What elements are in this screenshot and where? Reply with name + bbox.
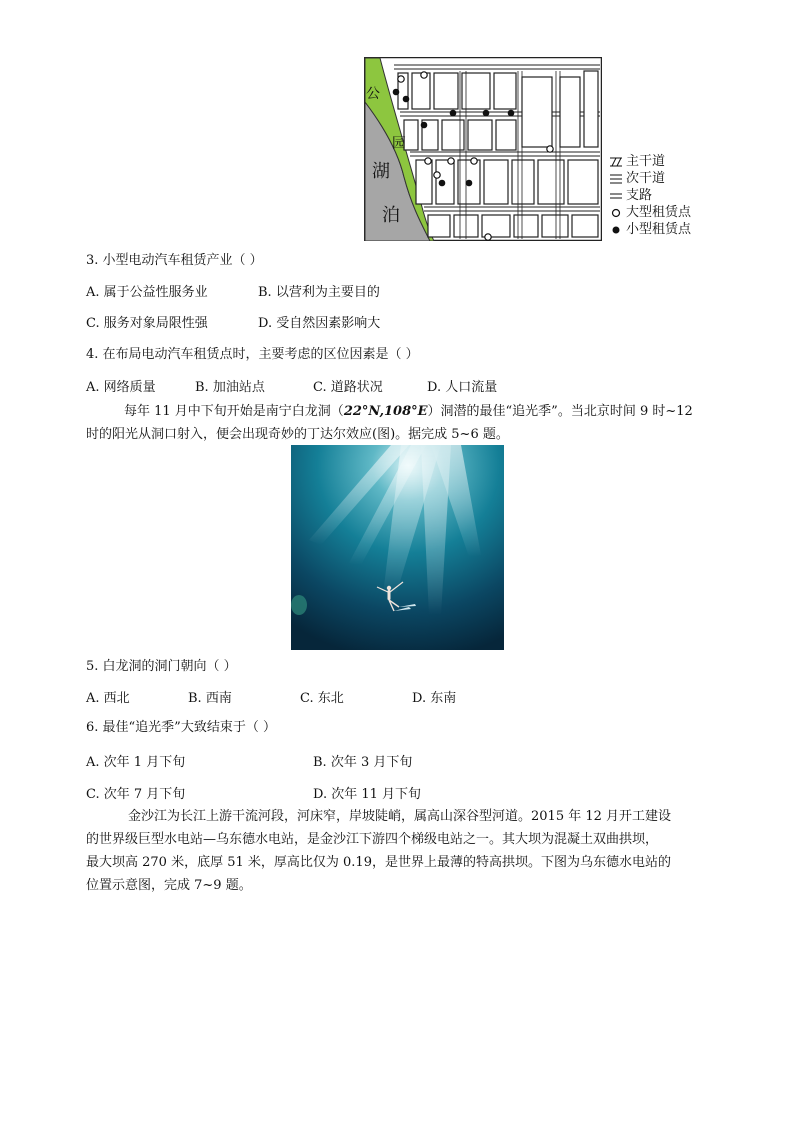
question-3-option-a: A. 属于公益性服务业 bbox=[86, 285, 208, 300]
passage-2-line-3: 最大坝高 270 米，底厚 51 米，厚高比仅为 0.19，是世界上最薄的特高拱坝。下图为乌东德水电站的 bbox=[86, 855, 671, 870]
legend-item-large-rental bbox=[609, 204, 691, 221]
passage-2-line-1: 金沙江为长江上游干流河段，河床窄，岸坡陡峭，属高山深谷型河道。2015 年 12 月开工建设 bbox=[128, 809, 672, 824]
question-6-option-b: B. 次年 3 月下旬 bbox=[313, 755, 413, 770]
question-5-option-a: A. 西北 bbox=[86, 691, 130, 706]
legend-label: 主干道 bbox=[626, 154, 666, 169]
passage-1-line-1 bbox=[124, 400, 693, 423]
main-road-icon bbox=[609, 156, 623, 168]
passage-text: 每年 11 月中下旬开始是南宁白龙洞（ bbox=[124, 404, 344, 419]
question-6-option-a: A. 次年 1 月下旬 bbox=[86, 755, 186, 770]
legend-item-main-road bbox=[609, 153, 691, 170]
cave-tyndall-photo bbox=[291, 445, 504, 650]
question-4-option-a: A. 网络质量 bbox=[86, 380, 156, 395]
legend-item-small-rental bbox=[609, 221, 691, 238]
filled-circle-icon bbox=[609, 224, 623, 236]
passage-1-line-2: 时的阳光从洞口射入，便会出现奇妙的丁达尔效应(图)。据完成 5~6 题。 bbox=[86, 427, 509, 442]
legend-label: 小型租赁点 bbox=[626, 222, 692, 237]
legend-label: 大型租赁点 bbox=[626, 205, 692, 220]
legend-label: 支路 bbox=[626, 188, 653, 203]
question-5-option-d: D. 东南 bbox=[412, 691, 457, 706]
park-label-2: 园 bbox=[392, 136, 406, 152]
open-circle-icon bbox=[609, 207, 623, 219]
secondary-road-icon bbox=[609, 173, 623, 185]
cave-tyndall-graphic bbox=[291, 445, 504, 650]
lake-label-1: 湖 bbox=[372, 161, 390, 182]
lake-label-2: 泊 bbox=[382, 205, 400, 226]
question-6-option-d: D. 次年 11 月下旬 bbox=[313, 787, 422, 802]
question-4-option-d: D. 人口流量 bbox=[427, 380, 498, 395]
question-4-option-b: B. 加油站点 bbox=[195, 380, 265, 395]
legend-item-branch-road bbox=[609, 187, 691, 204]
question-4-stem: 4. 在布局电动汽车租赁点时，主要考虑的区位因素是（ ） bbox=[86, 347, 419, 362]
map-legend bbox=[609, 153, 691, 238]
question-3-option-c: C. 服务对象局限性强 bbox=[86, 316, 208, 331]
question-6-option-c: C. 次年 7 月下旬 bbox=[86, 787, 186, 802]
passage-2-line-2: 的世界级巨型水电站—乌东德水电站，是金沙江下游四个梯级电站之一。其大坝为混凝土双曲拱坝， bbox=[86, 832, 659, 847]
question-3-option-b: B. 以营利为主要目的 bbox=[258, 285, 380, 300]
question-3-option-d: D. 受自然因素影响大 bbox=[258, 316, 381, 331]
question-6-stem: 6. 最佳“追光季”大致结束于（ ） bbox=[86, 720, 276, 735]
legend-item-secondary-road bbox=[609, 170, 691, 187]
passage-2-line-4: 位置示意图，完成 7~9 题。 bbox=[86, 878, 252, 893]
question-5-option-c: C. 东北 bbox=[300, 691, 344, 706]
rental-map bbox=[364, 57, 602, 241]
passage-text: ）洞潜的最佳“追光季”。当北京时间 9 时~12 bbox=[427, 404, 693, 419]
question-5-option-b: B. 西南 bbox=[188, 691, 232, 706]
park-label-1: 公 bbox=[366, 86, 380, 102]
legend-label: 次干道 bbox=[626, 171, 666, 186]
branch-road-icon bbox=[609, 190, 623, 202]
coordinates: 22°N,108°E bbox=[343, 404, 428, 419]
question-4-option-c: C. 道路状况 bbox=[313, 380, 383, 395]
question-5-stem: 5. 白龙洞的洞门朝向（ ） bbox=[86, 659, 237, 674]
question-3-stem: 3. 小型电动汽车租赁产业（ ） bbox=[86, 253, 263, 268]
